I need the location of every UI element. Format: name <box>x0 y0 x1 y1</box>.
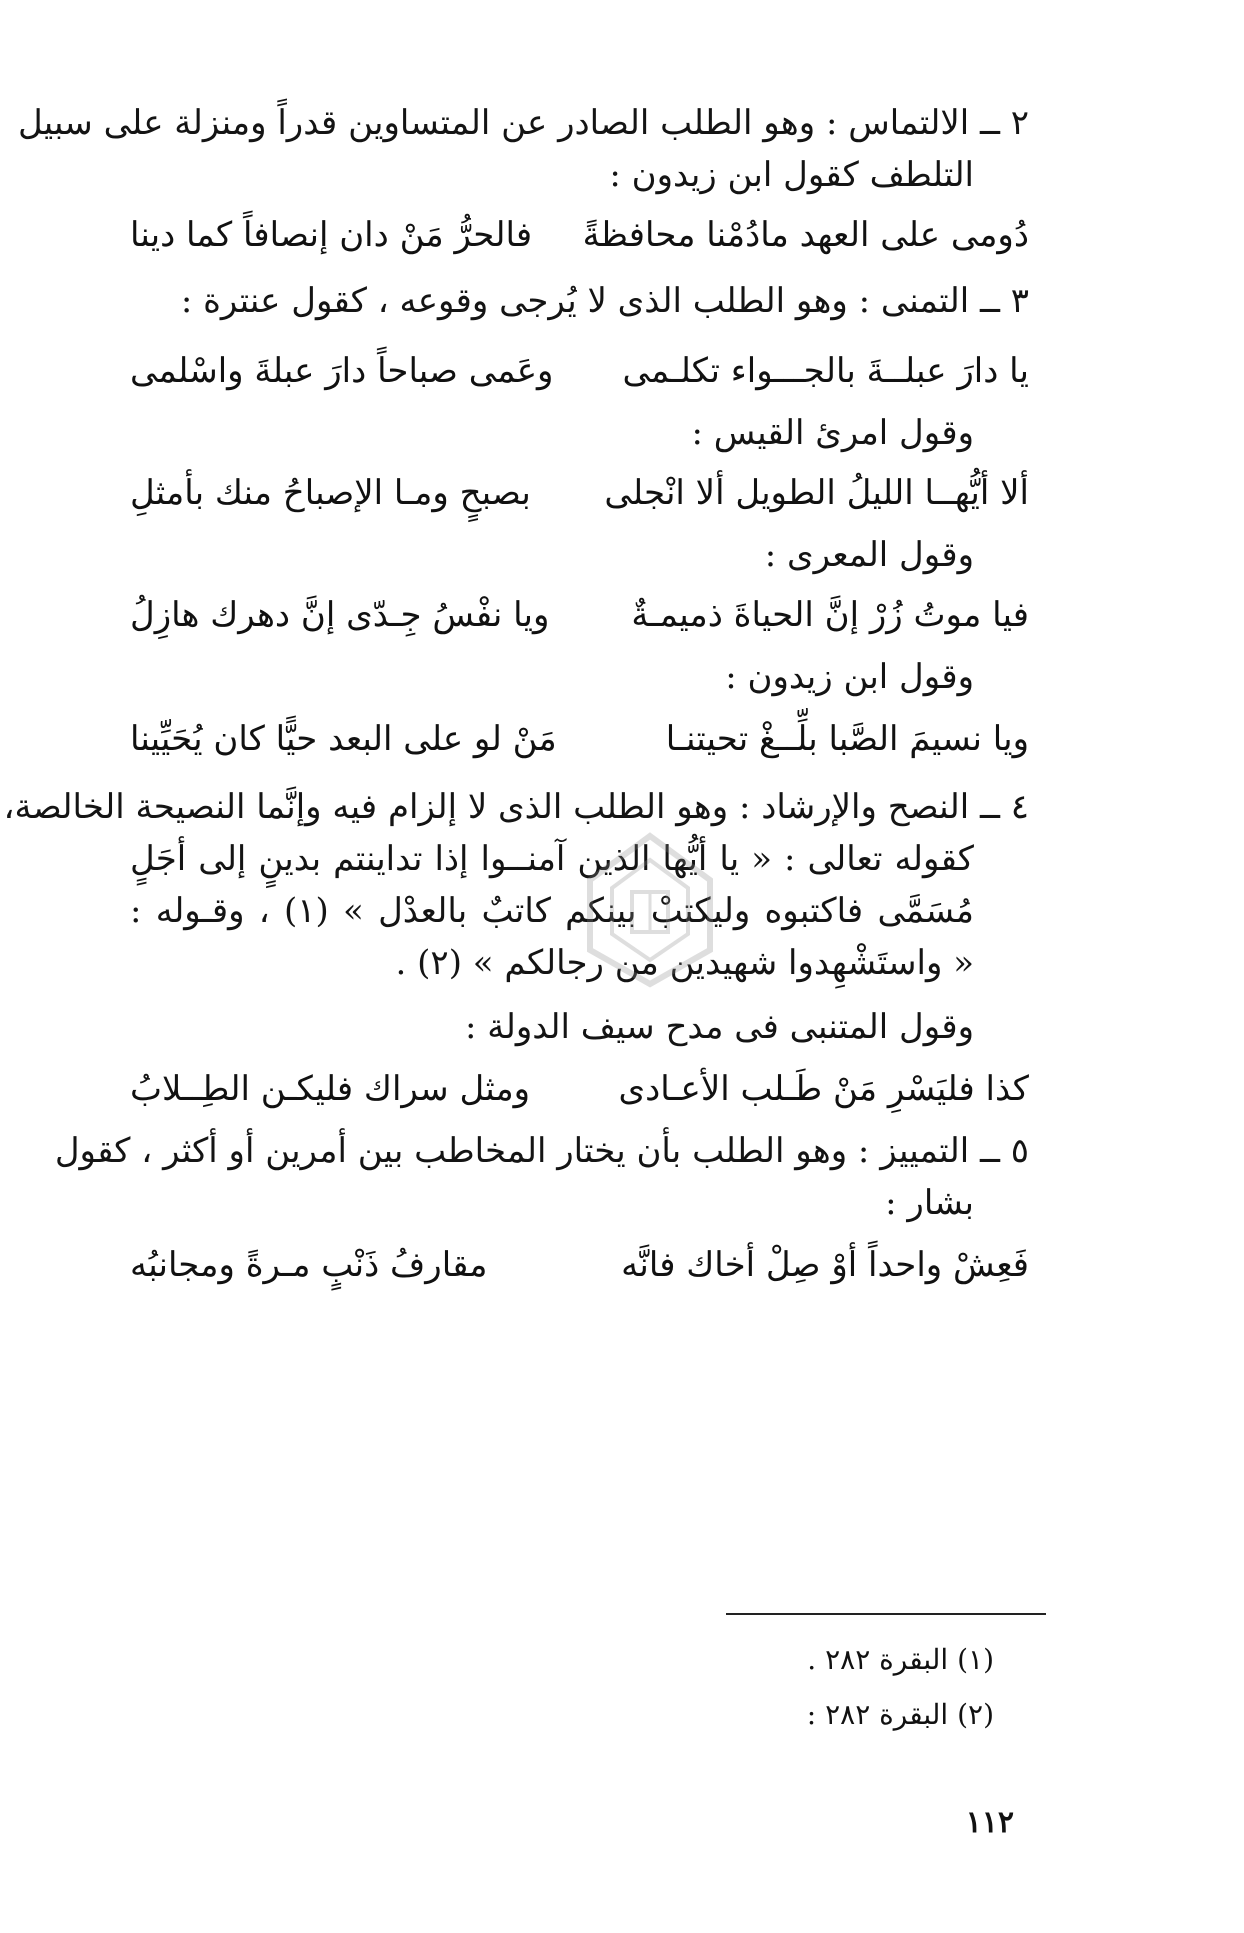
item-4-nush-line-4: « واستَشْهِدوا شهيدين من رجالكم » (٢) . <box>395 943 974 983</box>
verse-first-hemistich: ألا أيُّهــا الليلُ الطويل ألا انْجلى <box>604 473 1029 513</box>
verse-al-maarri <box>130 588 1029 642</box>
verse-ibn-zaydun-2 <box>130 712 1029 766</box>
verse-second-hemistich: ويا نفْسُ جِـدّى إنَّ دهرك هازِلُ <box>130 595 550 635</box>
verse-first-hemistich: فيا موتُ زُرْ إنَّ الحياةَ ذميمـةٌ <box>631 595 1029 635</box>
verse-antara <box>130 344 1029 398</box>
verse-first-hemistich: ويا نسيمَ الصَّبا بلِّــغْ تحيتنـا <box>665 719 1029 759</box>
item-5-tamyiz-line-1: ٥ ــ التمييز : وهو الطلب بأن يختار المخاطب بين أمرين أو أكثر ، كقول <box>54 1131 1029 1171</box>
verse-ibn-zaydun-1 <box>130 208 1029 262</box>
footnote-2: (٢) البقرة ٢٨٢ : <box>806 1698 994 1731</box>
item-4-nush-line-1: ٤ ــ النصح والإرشاد : وهو الطلب الذى لا إلزام فيه وإنَّما النصيحة الخالصة، <box>3 787 1029 827</box>
verse-al-mutanabbi <box>130 1062 1029 1116</box>
verse-second-hemistich: مقارفُ ذَنْبٍ مـرةً ومجانبُه <box>130 1245 488 1285</box>
footnote-1: (١) البقرة ٢٨٢ . <box>807 1643 994 1676</box>
verse-first-hemistich: دُومى على العهد مادُمْنا محافظةً <box>582 215 1029 255</box>
verse-second-hemistich: مَنْ لو على البعد حيًّا كان يُحَيِّينا <box>130 719 557 759</box>
item-2-iltimas-line-2: التلطف كقول ابن زيدون : <box>609 155 974 195</box>
verse-first-hemistich: فَعِشْ واحداً أوْ صِلْ أخاك فانَّه <box>621 1245 1029 1285</box>
verse-second-hemistich: فالحرُّ مَنْ دان إنصافاً كما دينا <box>130 215 533 255</box>
verse-first-hemistich: كذا فليَسْرِ مَنْ طَـلب الأعـادى <box>618 1069 1029 1109</box>
verse-imru-al-qays <box>130 466 1029 520</box>
intro-al-mutanabbi: وقول المتنبى فى مدح سيف الدولة : <box>464 1007 974 1047</box>
item-2-iltimas-line-1: ٢ ــ الالتماس : وهو الطلب الصادر عن المتساوين قدراً ومنزلة على سبيل <box>18 103 1029 143</box>
verse-bashshar <box>130 1238 1029 1292</box>
intro-ibn-zaydun: وقول ابن زيدون : <box>725 657 974 697</box>
item-4-nush-line-3: مُسَمَّى فاكتبوه وليكتبْ بينكم كاتبٌ بالعدْل » (١) ، وقـوله : <box>130 891 974 931</box>
item-5-tamyiz-line-2: بشار : <box>885 1183 974 1223</box>
verse-second-hemistich: ومثل سراك فليكـن الطِــلابُ <box>130 1069 531 1109</box>
intro-imru-al-qays: وقول امرئ القيس : <box>691 413 974 453</box>
intro-al-maarri: وقول المعرى : <box>764 535 974 575</box>
footnote-divider <box>726 1613 1046 1615</box>
page-number: ١١٢ <box>965 1805 1014 1840</box>
verse-first-hemistich: يا دارَ عبلــةَ بالجـــواء تكلـمى <box>622 351 1029 391</box>
library-seal-watermark-icon <box>560 830 740 990</box>
verse-second-hemistich: وعَمى صباحاً دارَ عبلةَ واسْلمى <box>130 351 554 391</box>
item-3-tamanni-line: ٣ ــ التمنى : وهو الطلب الذى لا يُرجى وقوعه ، كقول عنترة : <box>180 281 1029 321</box>
item-4-nush-line-2: كقوله تعالى : « يا أيُّها الذين آمنــوا إذا تداينتم بدينٍ إلى أجَلٍ <box>130 839 974 879</box>
verse-second-hemistich: بصبحٍ ومـا الإصباحُ منك بأمثلِ <box>130 473 531 513</box>
